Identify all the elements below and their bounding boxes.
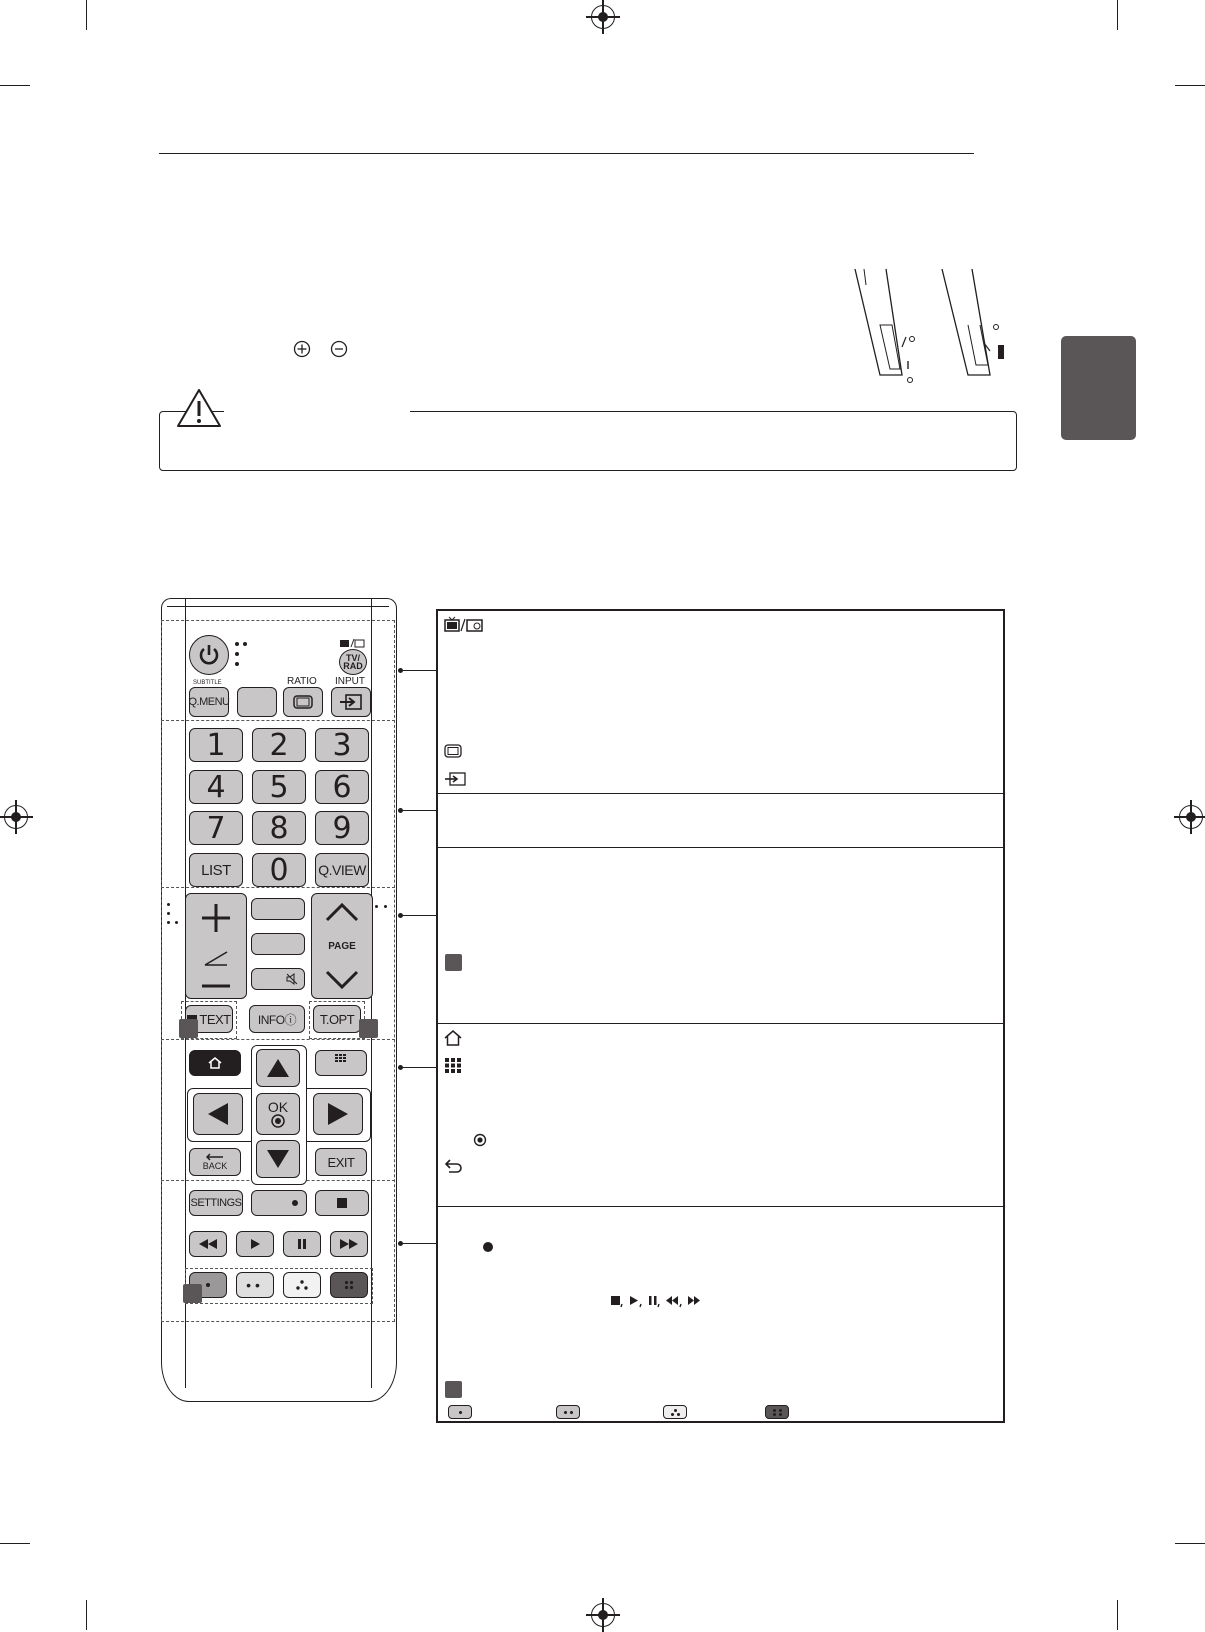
play-button[interactable] [236, 1231, 274, 1257]
ratio-button[interactable] [283, 687, 323, 717]
record-icon [483, 1242, 493, 1252]
playback-icons [610, 1294, 714, 1308]
left-arrow-icon [207, 1102, 229, 1126]
dot [167, 903, 170, 906]
red-key-symbol [448, 1405, 472, 1419]
section-tab [1061, 336, 1136, 440]
ok-wheel-icon [271, 1114, 285, 1128]
leader-line [400, 1243, 436, 1244]
power-icon [197, 643, 221, 667]
dot [243, 642, 247, 646]
three-dot-icon-left [671, 1413, 674, 1416]
ratio-label: RATIO [287, 676, 317, 687]
crop-mark [0, 85, 30, 86]
info-button[interactable]: INFOⓘ [249, 1005, 305, 1033]
digit-0-button[interactable]: 0 [252, 853, 306, 887]
crop-mark [1175, 1543, 1205, 1544]
four-dot-icon [344, 1280, 354, 1290]
page-label: PAGE [328, 940, 356, 952]
remote-control [161, 598, 397, 1408]
row-separator [438, 1023, 1003, 1024]
one-dot-icon [459, 1411, 462, 1414]
back-button[interactable] [189, 1148, 241, 1176]
home-icon [444, 1030, 462, 1046]
exit-button[interactable]: EXIT [315, 1148, 367, 1176]
pause-button[interactable] [283, 1231, 321, 1257]
page-up-icon [325, 902, 359, 922]
two-dot-icon: •• [246, 1277, 264, 1293]
volume-icon [203, 950, 229, 966]
yellow-button[interactable] [283, 1272, 321, 1298]
crop-mark [86, 1600, 87, 1630]
digit-9-button[interactable]: 9 [315, 811, 369, 845]
registration-mark [4, 805, 28, 829]
blue-key-symbol [765, 1405, 789, 1419]
ok-button[interactable] [256, 1093, 300, 1135]
pause-icon [297, 1238, 307, 1250]
group-divider [161, 720, 395, 721]
mute-button[interactable] [251, 968, 305, 990]
yellow-key-symbol [663, 1405, 687, 1419]
leader-line [400, 1067, 436, 1068]
list-button[interactable]: LIST [189, 853, 243, 887]
group-divider [161, 1039, 395, 1040]
input-button[interactable] [331, 687, 371, 717]
page-down-icon [325, 970, 359, 990]
leader-line [400, 670, 436, 671]
rewind-icon [198, 1238, 218, 1250]
blue-button[interactable] [330, 1272, 368, 1298]
leader-line [400, 915, 436, 916]
left-button[interactable] [193, 1093, 243, 1135]
two-dot-icon [564, 1411, 567, 1414]
dot [375, 905, 378, 908]
digit-2-button[interactable]: 2 [252, 728, 306, 762]
caution-label-gap [224, 406, 410, 416]
back-label: BACK [202, 1161, 228, 1171]
registration-mark [591, 1603, 615, 1627]
input-label: INPUT [335, 676, 365, 687]
caution-box [159, 411, 1017, 471]
input-icon [444, 772, 466, 786]
digit-5-button[interactable]: 5 [252, 770, 306, 804]
input-icon [339, 693, 363, 711]
tv-radio-icon [444, 616, 484, 632]
up-button[interactable] [256, 1049, 300, 1087]
two-dot-icon-second [570, 1411, 573, 1414]
row-separator [438, 793, 1003, 794]
crop-mark [1117, 0, 1118, 30]
q-menu-button[interactable]: Q.MENU [189, 687, 229, 717]
settings-button[interactable]: SETTINGS [189, 1190, 243, 1216]
dot [235, 662, 239, 666]
row-separator [438, 847, 1003, 848]
digit-8-button[interactable]: 8 [252, 811, 306, 845]
record-icon [292, 1200, 298, 1206]
down-arrow-icon [266, 1149, 290, 1169]
tv-radio-icon [339, 638, 365, 648]
remote-top-edge [167, 606, 389, 607]
dot [235, 642, 239, 646]
three-dot-icon [674, 1409, 677, 1412]
volume-down-icon [200, 982, 232, 990]
caution-icon [175, 387, 223, 429]
green-button[interactable] [236, 1272, 274, 1298]
volume-up-icon [200, 902, 232, 934]
upper-blank-button[interactable] [251, 898, 305, 920]
header-rule [159, 153, 974, 154]
right-arrow-icon [327, 1102, 349, 1126]
right-button[interactable] [313, 1093, 363, 1135]
subtitle-label: SUBTITLE [193, 680, 222, 686]
my-apps-button[interactable] [315, 1050, 367, 1076]
blank-button[interactable] [237, 687, 277, 717]
dot [384, 905, 387, 908]
three-dot-icon-right [677, 1413, 680, 1416]
dot [235, 652, 239, 656]
digit-3-button[interactable]: 3 [315, 728, 369, 762]
four-dot-icon-c [773, 1413, 776, 1416]
marker-square [183, 1284, 202, 1303]
digit-6-button[interactable]: 6 [315, 770, 369, 804]
fast-forward-icon [339, 1238, 359, 1250]
middle-blank-button[interactable] [251, 933, 305, 955]
rewind-button[interactable] [189, 1231, 227, 1257]
dot [167, 921, 170, 924]
digit-4-button[interactable]: 4 [189, 770, 243, 804]
button-description-table [436, 609, 1005, 1423]
battery-minus-icon [330, 340, 348, 358]
marker-square [359, 1019, 378, 1038]
play-icon [249, 1238, 261, 1250]
ratio-icon [292, 694, 314, 710]
back-icon [206, 1153, 224, 1161]
dot [167, 912, 170, 915]
ok-wheel-icon [473, 1133, 487, 1147]
battery-cover-illustration [850, 265, 1015, 385]
crop-mark [1117, 1600, 1118, 1630]
stop-button[interactable] [315, 1190, 369, 1216]
row-separator [438, 1206, 1003, 1207]
power-button[interactable] [189, 635, 229, 675]
indicator-dots [235, 642, 249, 668]
one-dot-icon [206, 1283, 210, 1287]
registration-mark [591, 5, 615, 29]
battery-plus-icon [293, 340, 311, 358]
crop-mark [86, 0, 87, 30]
crop-mark [1175, 85, 1205, 86]
leader-line [400, 810, 436, 811]
home-icon [208, 1057, 222, 1069]
volume-rocker[interactable] [185, 893, 247, 999]
four-dot-icon-b [779, 1409, 782, 1412]
home-button[interactable] [189, 1050, 241, 1076]
text-label: TEXT [199, 1011, 231, 1027]
registration-mark [1179, 805, 1203, 829]
my-apps-icon [445, 1058, 461, 1073]
down-button[interactable] [256, 1140, 300, 1178]
stop-icon [337, 1198, 347, 1208]
green-key-symbol [556, 1405, 580, 1419]
crop-mark [0, 1543, 30, 1544]
page-rocker[interactable] [311, 893, 373, 999]
four-dot-icon-d [779, 1413, 782, 1416]
ratio-icon [444, 744, 462, 758]
tv-rad-button[interactable]: TV/ RAD [339, 649, 367, 675]
up-arrow-icon [266, 1058, 290, 1078]
digit-1-button[interactable]: 1 [189, 728, 243, 762]
mute-icon [286, 973, 298, 985]
digit-7-button[interactable]: 7 [189, 811, 243, 845]
side-dots-left [167, 903, 179, 929]
q-view-button[interactable]: Q.VIEW [315, 853, 369, 887]
marker-square [445, 954, 462, 971]
three-dot-icon [296, 1280, 308, 1290]
side-dots-right [375, 905, 389, 909]
back-icon [445, 1159, 463, 1173]
fast-forward-button[interactable] [330, 1231, 368, 1257]
marker-square [445, 1381, 462, 1398]
ok-label: OK [267, 1099, 289, 1115]
my-apps-icon [335, 1054, 347, 1063]
four-dot-icon [773, 1409, 776, 1412]
t-opt-button[interactable]: T.OPT [313, 1005, 361, 1033]
record-button[interactable] [251, 1190, 307, 1216]
marker-square [179, 1019, 198, 1038]
dot [175, 921, 178, 924]
